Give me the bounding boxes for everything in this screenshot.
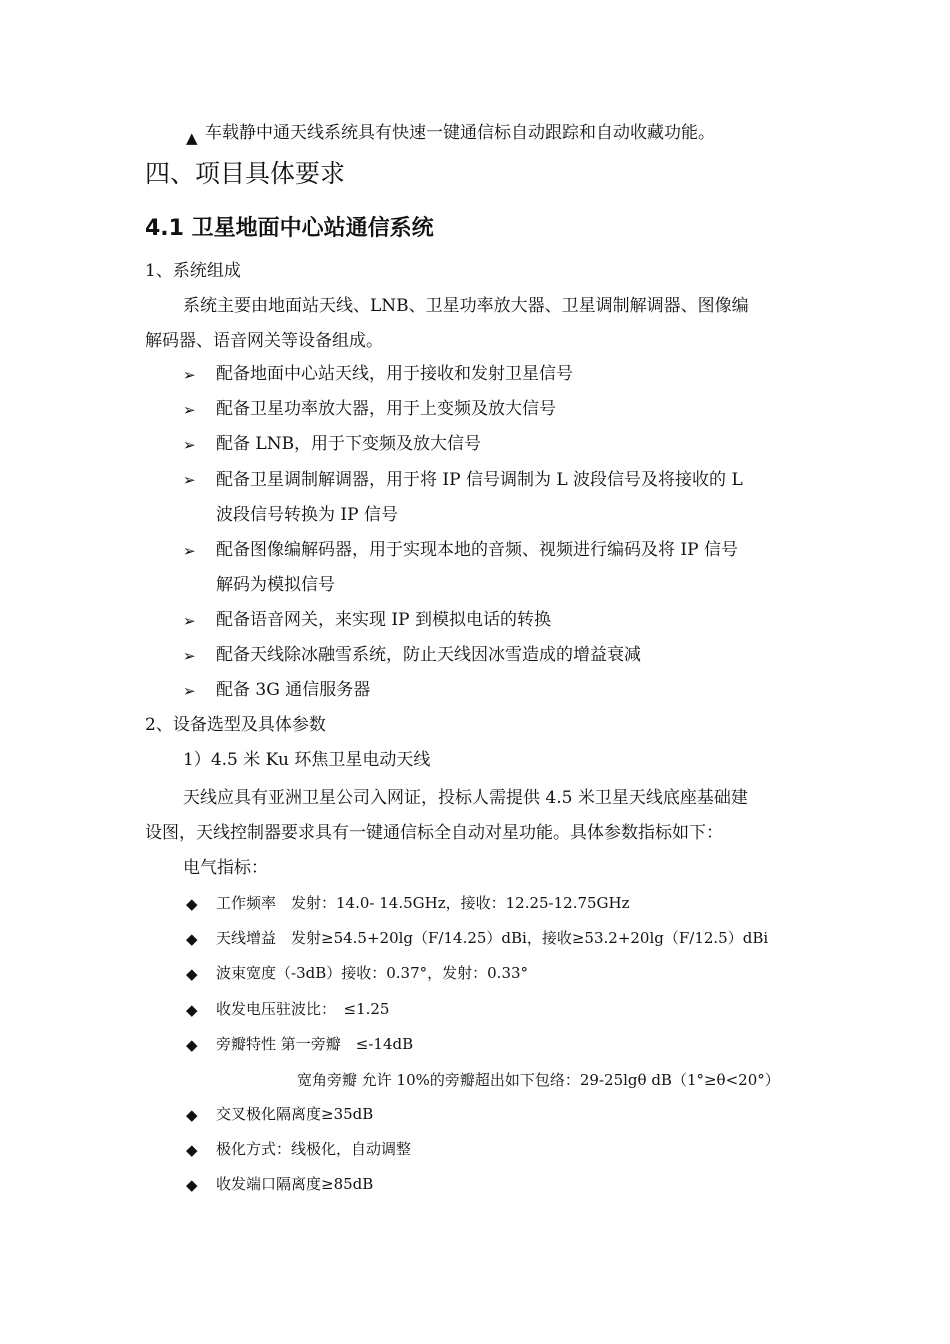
list-item: 配备卫星调制解调器，用于将 IP 信号调制为 L 波段信号及将接收的 L bbox=[216, 470, 743, 490]
item2-subheading: 1）4.5 米 Ku 环焦卫星电动天线 bbox=[183, 750, 431, 770]
item1-paragraph-line1: 系统主要由地面站天线、LNB、卫星功率放大器、卫星调制解调器、图像编 bbox=[183, 296, 749, 316]
spec-item: 旁瓣特性 第一旁瓣 ≤-14dB bbox=[216, 1035, 414, 1053]
spec-item: 收发电压驻波比： ≤1.25 bbox=[216, 1000, 390, 1018]
arrow-bullet-icon: ➢ bbox=[183, 682, 196, 700]
electrical-specs-label: 电气指标： bbox=[183, 858, 268, 878]
item1-heading: 1、系统组成 bbox=[145, 261, 241, 281]
spec-item: 极化方式：线极化，自动调整 bbox=[216, 1140, 412, 1158]
list-item: 配备 3G 通信服务器 bbox=[216, 680, 371, 700]
spec-item: 工作频率 发射：14.0- 14.5GHz，接收：12.25-12.75GHz bbox=[216, 894, 630, 912]
arrow-bullet-icon: ➢ bbox=[183, 647, 196, 665]
spec-item: 天线增益 发射≥54.5+20lg（F/14.25）dBi，接收≥53.2+20lg（F/12.5）dBi bbox=[216, 929, 769, 947]
arrow-bullet-icon: ➢ bbox=[183, 366, 196, 384]
section-title: 四、项目具体要求 bbox=[145, 159, 346, 188]
list-item: 配备 LNB，用于下变频及放大信号 bbox=[216, 434, 482, 454]
diamond-bullet-icon: ◆ bbox=[186, 1001, 198, 1019]
intro-bullet-text: 车载静中通天线系统具有快速一键通信标自动跟踪和自动收藏功能。 bbox=[205, 123, 715, 143]
diamond-bullet-icon: ◆ bbox=[186, 965, 198, 983]
diamond-bullet-icon: ◆ bbox=[186, 930, 198, 948]
arrow-bullet-icon: ➢ bbox=[183, 436, 196, 454]
subsection-title: 4.1 卫星地面中心站通信系统 bbox=[145, 216, 434, 241]
arrow-bullet-icon: ➢ bbox=[183, 401, 196, 419]
diamond-bullet-icon: ◆ bbox=[186, 1176, 198, 1194]
spec-item: 交叉极化隔离度≥35dB bbox=[216, 1105, 374, 1123]
diamond-bullet-icon: ◆ bbox=[186, 1141, 198, 1159]
spec-item: 收发端口隔离度≥85dB bbox=[216, 1175, 374, 1193]
item2-heading: 2、设备选型及具体参数 bbox=[145, 715, 326, 735]
diamond-bullet-icon: ◆ bbox=[186, 895, 198, 913]
arrow-bullet-icon: ➢ bbox=[183, 542, 196, 560]
list-item: 配备地面中心站天线，用于接收和发射卫星信号 bbox=[216, 364, 573, 384]
arrow-bullet-icon: ➢ bbox=[183, 471, 196, 489]
spec-item-wide-angle-sidelobe: 宽角旁瓣 允许 10%的旁瓣超出如下包络：29-25lgθ dB（1°≥θ<20°） bbox=[297, 1071, 780, 1089]
item1-paragraph-line2: 解码器、语音网关等设备组成。 bbox=[145, 331, 383, 351]
list-item: 配备语音网关，来实现 IP 到模拟电话的转换 bbox=[216, 610, 551, 630]
triangle-bullet-icon: ▲ bbox=[186, 129, 198, 147]
item2-paragraph-line1: 天线应具有亚洲卫星公司入网证，投标人需提供 4.5 米卫星天线底座基础建 bbox=[183, 788, 748, 808]
item2-paragraph-line2: 设图，天线控制器要求具有一键通信标全自动对星功能。具体参数指标如下： bbox=[145, 823, 723, 843]
list-item-continuation: 解码为模拟信号 bbox=[216, 575, 335, 595]
spec-item: 波束宽度（-3dB）接收：0.37°，发射：0.33° bbox=[216, 964, 529, 982]
list-item: 配备卫星功率放大器，用于上变频及放大信号 bbox=[216, 399, 556, 419]
list-item-continuation: 波段信号转换为 IP 信号 bbox=[216, 505, 398, 525]
arrow-bullet-icon: ➢ bbox=[183, 612, 196, 630]
list-item: 配备图像编解码器，用于实现本地的音频、视频进行编码及将 IP 信号 bbox=[216, 540, 738, 560]
list-item: 配备天线除冰融雪系统，防止天线因冰雪造成的增益衰减 bbox=[216, 645, 641, 665]
diamond-bullet-icon: ◆ bbox=[186, 1106, 198, 1124]
diamond-bullet-icon: ◆ bbox=[186, 1036, 198, 1054]
